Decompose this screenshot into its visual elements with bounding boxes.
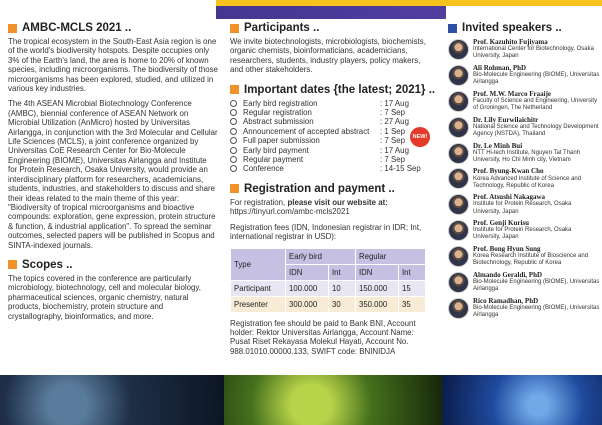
speaker-affiliation: Korea Advanced Institute of Science and Technology, Republic of Korea: [473, 175, 582, 189]
avatar: [448, 298, 469, 319]
speaker-name: Prof. Byung-Kwan Cho: [473, 167, 544, 176]
table-cell: 10: [329, 280, 356, 296]
fees-note: Registration fees (IDN, Indonesian registrar in IDR; Int, international registrar in USD):: [230, 222, 422, 242]
date-value: : 1 Sep: [380, 126, 406, 136]
list-item: [230, 108, 421, 117]
speaker-item: [448, 39, 600, 63]
table-cell: 300.000: [286, 296, 329, 312]
date-value: : 17 Aug: [380, 145, 409, 155]
fees-row-participant: [231, 280, 426, 296]
speaker-name: Prof. M.W. Marco Fraaije: [473, 89, 552, 98]
table-cell: 150.000: [356, 280, 399, 296]
speaker-item: [448, 220, 600, 244]
about-paragraph-2: The 4th ASEAN Microbial Biotechnology Conference (AMBC), biennial conference of ASEAN Network on Microbial Utilization (AnMicro) hosted by Universitas Airlangga, in conjunction with the 3rd Molecular and Cellular Life Sciences (MCLS), a joint conference organized by Universitas CoE Research Center for Bio-Molecule Engineering (BIOME), Universitas Airlangga and Institute for Protein Research, Osaka University, would provide an interdisciplinary platform for researchers, academicians, students, industries, and stakeholders to discuss and share their ideas related to the main theme of this year: "Biodiversity of tropical microorganisms and bioactive compounds: exploration, gene expression, protein structure & function, & industrial application". To spread the seminar outcomes, selected papers will be published in Scopus and SINTA-indexed journals.: [8, 99, 218, 250]
about-paragraph-1: The tropical ecosystem in the South-East Asia region is one of the world's biodiversity hotspots. Despite occupies only 3% of the Earth's land, the area is home to 20% of known species, including microorganisms. The biodiversity of those microorganisms has been explored, studied, and utilized in various key industries.: [8, 37, 218, 94]
speaker-affiliation: Bio-Molecule Engineering (BIOME), Universitas Airlangga: [473, 279, 600, 293]
fees-int-header: Int: [399, 264, 426, 280]
table-cell: Participant: [231, 280, 286, 296]
square-bullet-icon: [8, 260, 17, 269]
speaker-item: [448, 298, 600, 322]
speaker-item: [448, 246, 600, 270]
speaker-item: [448, 91, 600, 115]
table-cell: 350.000: [356, 296, 399, 312]
banner-white-left: [0, 0, 216, 19]
table-cell: 100.000: [286, 280, 329, 296]
speaker-item: [448, 65, 600, 89]
speaker-item: [448, 168, 600, 192]
speaker-name: Prof. Bong Hyun Sung: [473, 245, 541, 254]
column-speakers: [448, 22, 600, 375]
registration-text: For registration, please visit our website at: https://tinyurl.com/ambc-mcls2021: [230, 197, 388, 217]
circle-bullet-icon: [230, 147, 237, 154]
table-cell: Presenter: [231, 296, 286, 312]
speaker-name: Prof. Atsushi Nakagawa: [473, 193, 546, 202]
date-label: Regular registration: [243, 108, 312, 118]
date-label: Announcement of accepted abstract: [243, 126, 370, 136]
fees-regular-header: Regular: [356, 248, 426, 264]
speaker-affiliation: National Science and Technology Development Agency (NSTDA), Thailand: [473, 123, 599, 137]
bottom-image-strip: [0, 375, 602, 425]
table-cell: 15: [399, 280, 426, 296]
date-label: Early bird payment: [243, 145, 309, 155]
speaker-name: Prof. Genji Kurisu: [473, 219, 530, 228]
speaker-affiliation: Institute for Protein Research, Osaka University, Japan: [473, 227, 572, 241]
circle-bullet-icon: [230, 137, 237, 144]
speaker-list: [448, 39, 600, 322]
fees-table: [230, 248, 426, 313]
speakers-heading: Invited speakers ..: [448, 22, 600, 34]
speaker-affiliation: NTT Hi-tech Institute, Nguyen Tat Thanh University, Ho Chi Minh city, Vietnam: [473, 149, 581, 163]
list-item: [230, 117, 421, 126]
date-value: : 7 Sep: [380, 155, 406, 165]
list-item: [230, 99, 421, 108]
banner-white-right: [446, 6, 602, 19]
speaker-name: Ali Rohman, PhD: [473, 63, 527, 72]
table-cell: 35: [399, 296, 426, 312]
fees-header-row: [231, 248, 426, 264]
dates-heading: Important dates {the latest; 2021} ..: [230, 84, 430, 96]
fees-idn-header: IDN: [356, 264, 399, 280]
list-item: [230, 155, 421, 164]
avatar: [448, 246, 469, 267]
avatar: [448, 65, 469, 86]
date-label: Conference: [243, 164, 284, 174]
fees-row-presenter: [231, 296, 426, 312]
date-label: Early bird registration: [243, 98, 318, 108]
about-heading: AMBC-MCLS 2021 ..: [8, 22, 218, 34]
speaker-affiliation: Faculty of Science and Engineering, University of Groningen, The Netherland: [473, 97, 598, 111]
speaker-affiliation: Bio-Molecule Engineering (BIOME), Universitas Airlangga: [473, 71, 600, 86]
avatar: [448, 91, 469, 112]
avatar: [448, 39, 469, 60]
avatar: [448, 168, 469, 189]
date-value: : 7 Sep: [380, 136, 406, 146]
speaker-affiliation: International Center for Biotechnology, Osaka University, Japan: [473, 46, 594, 60]
avatar: [448, 220, 469, 241]
avatar: [448, 143, 469, 164]
speaker-item: [448, 117, 600, 141]
square-bullet-icon: [8, 24, 17, 33]
speaker-item: [448, 194, 600, 218]
circle-bullet-icon: [230, 109, 237, 116]
registration-heading: Registration and payment ..: [230, 183, 430, 195]
speaker-name: Rico Ramadhan, PhD: [473, 296, 539, 305]
top-banner: [0, 0, 602, 19]
square-bullet-icon: [448, 24, 457, 33]
speaker-name: Prof. Kazuhito Fujiyama: [473, 38, 548, 46]
speaker-item: [448, 272, 600, 296]
list-item: [230, 136, 421, 145]
bank-info: Registration fee should be paid to Bank BNI, Account holder: Rektor Universitas Airlangga, Account Name: Pusat Riset Rekayasa Molekul Hayati, Account No. 988.01010.00000.133, SWIFT code: BNINIDJA: [230, 318, 416, 356]
scopes-heading: Scopes ..: [8, 259, 218, 271]
date-label: Full paper submission: [243, 136, 320, 146]
date-value: : 7 Sep: [380, 108, 406, 118]
speaker-affiliation: Institute for Protein Research, Osaka University, Japan: [473, 201, 572, 215]
avatar: [448, 272, 469, 293]
new-badge: NEW!: [410, 127, 430, 147]
registration-url[interactable]: https://tinyurl.com/ambc-mcls2021: [230, 207, 350, 217]
participants-paragraph: We invite biotechnologists, microbiologists, biochemists, organic chemists, bioinformaticians, academicians, researchers, students, industry players, policy makers, and other stakeholders.: [230, 37, 426, 75]
date-label: Regular payment: [243, 155, 304, 165]
scopes-paragraph: The topics covered in the conference are particularly microbiology, biotechnology, cell and molecular biology, pharmaceutical sciences, organic chemistry, natural products, biochemistry, protein structure and crystallography, bioinformatics, and more.: [8, 273, 201, 321]
speaker-name: Dr. Lily Eurwilaichitr: [473, 115, 539, 124]
column-about: [8, 22, 218, 375]
avatar: [448, 117, 469, 138]
speaker-name: Dr. Le Minh Bui: [473, 141, 523, 150]
microorganism-image: [0, 375, 224, 425]
dates-list: [230, 99, 421, 174]
fees-type-header: Type: [231, 248, 286, 280]
circle-bullet-icon: [230, 128, 237, 135]
square-bullet-icon: [230, 24, 239, 33]
list-item: [230, 127, 421, 136]
column-middle: [230, 22, 436, 375]
square-bullet-icon: [230, 85, 239, 94]
speaker-affiliation: Bio-Molecule Engineering (BIOME), Universitas Airlangga: [473, 305, 600, 319]
dna-image: [442, 375, 602, 425]
table-cell: 30: [329, 296, 356, 312]
date-value: : 14-15 Sep: [380, 164, 421, 174]
participants-heading: Participants ..: [230, 22, 430, 34]
square-bullet-icon: [230, 184, 239, 193]
list-item: [230, 146, 421, 155]
date-value: : 27 Aug: [380, 117, 409, 127]
date-label: Abstract submission: [243, 117, 314, 127]
fees-early-header: Early bird: [286, 248, 356, 264]
circle-bullet-icon: [230, 118, 237, 125]
bacteria-image: [224, 375, 442, 425]
avatar: [448, 194, 469, 215]
circle-bullet-icon: [230, 165, 237, 172]
date-value: : 17 Aug: [380, 98, 409, 108]
fees-idn-header: IDN: [286, 264, 329, 280]
circle-bullet-icon: [230, 156, 237, 163]
speaker-name: Almando Geraldi, PhD: [473, 271, 543, 280]
circle-bullet-icon: [230, 100, 237, 107]
list-item: [230, 164, 421, 173]
fees-int-header: Int: [329, 264, 356, 280]
speaker-affiliation: Korea Research Institute of Bioscience and Biotechnology, Republic of Korea: [473, 253, 589, 267]
speaker-item: [448, 143, 600, 167]
